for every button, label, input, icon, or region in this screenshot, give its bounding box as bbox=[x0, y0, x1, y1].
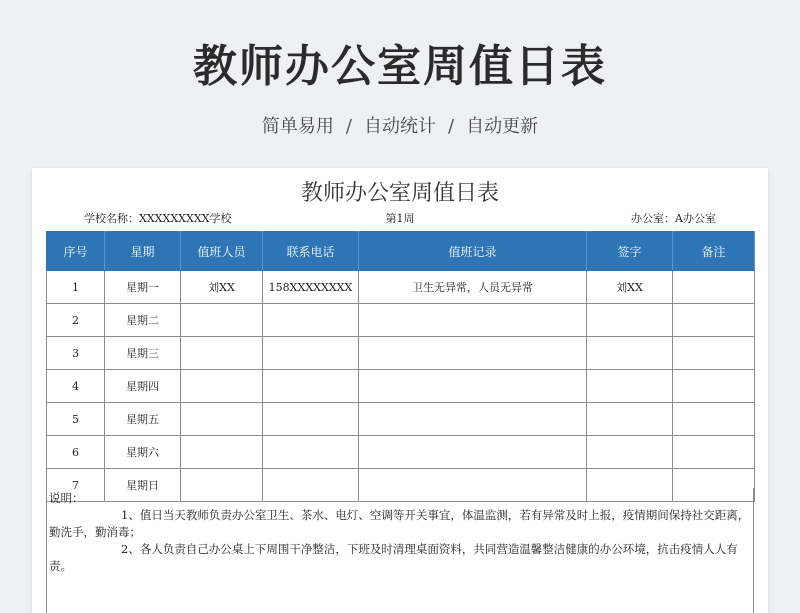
duty-table bbox=[46, 231, 755, 502]
cell-no[interactable]: 7 bbox=[47, 469, 105, 502]
cell-phone[interactable] bbox=[263, 370, 359, 403]
office-name: 办公室：A办公室 bbox=[631, 212, 716, 225]
col-header-day: 星期 bbox=[105, 232, 181, 271]
cell-note[interactable] bbox=[673, 436, 755, 469]
cell-phone[interactable] bbox=[263, 337, 359, 370]
cell-day[interactable]: 星期二 bbox=[105, 304, 181, 337]
cell-phone[interactable] bbox=[263, 403, 359, 436]
cell-day[interactable]: 星期四 bbox=[105, 370, 181, 403]
cell-no[interactable]: 1 bbox=[47, 271, 105, 304]
cell-record[interactable] bbox=[359, 337, 587, 370]
cell-no[interactable]: 2 bbox=[47, 304, 105, 337]
cell-phone[interactable] bbox=[263, 436, 359, 469]
feature-simple: 简单易用 bbox=[261, 116, 334, 137]
cell-record[interactable]: 卫生无异常，人员无异常 bbox=[359, 271, 587, 304]
cell-person[interactable] bbox=[181, 436, 263, 469]
cell-note[interactable] bbox=[673, 370, 755, 403]
cell-day[interactable]: 星期三 bbox=[105, 337, 181, 370]
table-row bbox=[47, 403, 755, 436]
cell-sign[interactable] bbox=[587, 304, 673, 337]
cell-person[interactable] bbox=[181, 304, 263, 337]
col-header-sign: 签字 bbox=[587, 232, 673, 271]
cell-no[interactable]: 3 bbox=[47, 337, 105, 370]
feature-tagline bbox=[0, 112, 800, 138]
cell-day[interactable]: 星期六 bbox=[105, 436, 181, 469]
cell-phone[interactable] bbox=[263, 304, 359, 337]
col-header-phone: 联系电话 bbox=[263, 232, 359, 271]
separator: / bbox=[345, 116, 352, 137]
cell-person[interactable] bbox=[181, 370, 263, 403]
cell-record[interactable] bbox=[359, 304, 587, 337]
cell-day[interactable]: 星期一 bbox=[105, 271, 181, 304]
cell-record[interactable] bbox=[359, 370, 587, 403]
col-header-no: 序号 bbox=[47, 232, 105, 271]
table-row bbox=[47, 370, 755, 403]
sheet-title: 教师办公室周值日表 bbox=[300, 181, 499, 206]
cell-sign[interactable] bbox=[587, 337, 673, 370]
col-header-person: 值班人员 bbox=[181, 232, 263, 271]
notes-label: 说明： bbox=[49, 491, 84, 505]
table-row bbox=[47, 271, 755, 304]
cell-person[interactable] bbox=[181, 337, 263, 370]
cell-note[interactable] bbox=[673, 271, 755, 304]
col-header-record: 值班记录 bbox=[359, 232, 587, 271]
cell-person[interactable] bbox=[181, 403, 263, 436]
feature-auto-update: 自动更新 bbox=[466, 116, 539, 137]
table-row bbox=[47, 304, 755, 337]
col-header-note: 备注 bbox=[673, 232, 755, 271]
cell-sign[interactable] bbox=[587, 370, 673, 403]
cell-day[interactable]: 星期五 bbox=[105, 403, 181, 436]
note-item: 2、各人负责自己办公桌上下周围干净整洁，下班及时清理桌面资料，共同营造温馨整洁健康的办公环境，抗击疫情人人有责。 bbox=[49, 542, 738, 573]
table-row bbox=[47, 337, 755, 370]
notes-section bbox=[46, 488, 754, 613]
cell-no[interactable]: 6 bbox=[47, 436, 105, 469]
cell-person[interactable]: 刘XX bbox=[181, 271, 263, 304]
week-label: 第1周 bbox=[385, 212, 415, 225]
separator: / bbox=[448, 116, 455, 137]
cell-no[interactable]: 5 bbox=[47, 403, 105, 436]
cell-sign[interactable]: 刘XX bbox=[587, 271, 673, 304]
table-header-row bbox=[47, 232, 755, 271]
cell-day[interactable]: 星期日 bbox=[105, 469, 181, 502]
school-name: 学校名称：XXXXXXXXX学校 bbox=[84, 212, 232, 225]
cell-no[interactable]: 4 bbox=[47, 370, 105, 403]
table-row bbox=[47, 436, 755, 469]
note-item: 1、值日当天教师负责办公室卫生、茶水、电灯、空调等开关事宜，体温监测，若有异常及时上报，疫情期间保持社交距离，勤洗手，勤消毒； bbox=[49, 508, 750, 539]
cell-record[interactable] bbox=[359, 436, 587, 469]
cell-phone[interactable]: 158XXXXXXXX bbox=[263, 271, 359, 304]
cell-note[interactable] bbox=[673, 403, 755, 436]
cell-sign[interactable] bbox=[587, 403, 673, 436]
cell-record[interactable] bbox=[359, 403, 587, 436]
page-title: 教师办公室周值日表 bbox=[193, 41, 607, 92]
spreadsheet-preview bbox=[32, 168, 768, 613]
feature-auto-stats: 自动统计 bbox=[364, 116, 436, 137]
cell-note[interactable] bbox=[673, 337, 755, 370]
cell-note[interactable] bbox=[673, 304, 755, 337]
cell-sign[interactable] bbox=[587, 436, 673, 469]
